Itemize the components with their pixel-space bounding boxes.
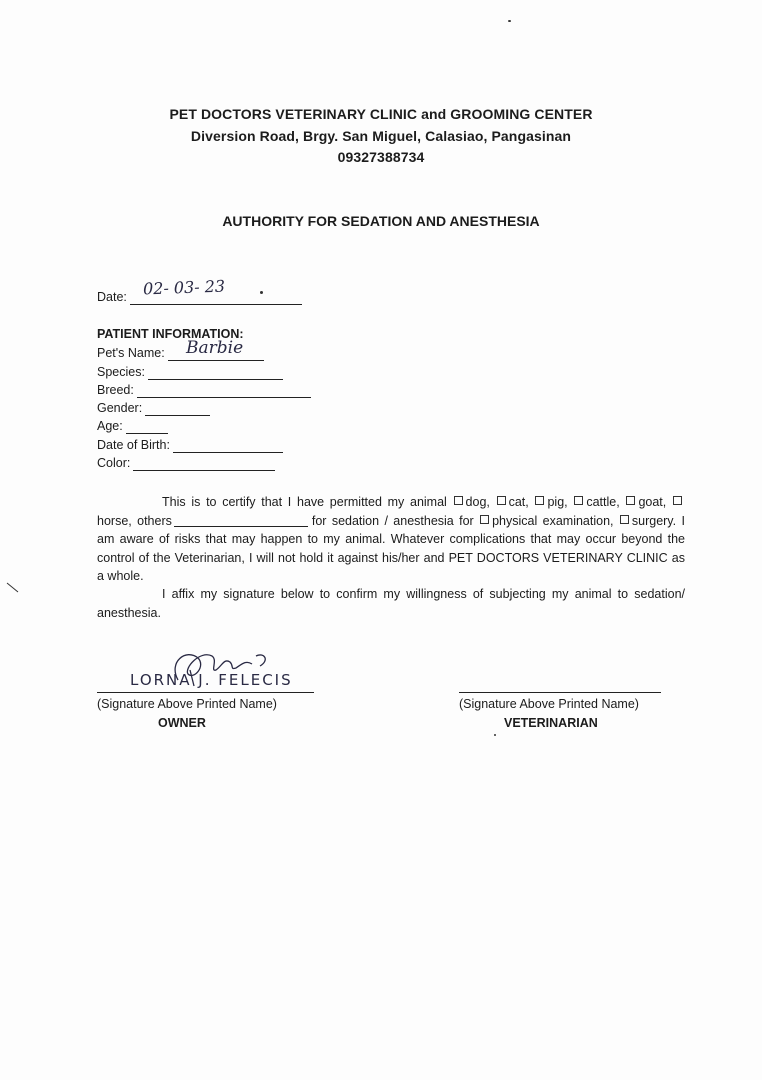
species-label: Species: bbox=[97, 365, 145, 379]
cattle-label: cattle, bbox=[586, 495, 620, 509]
species-row bbox=[97, 364, 283, 380]
scan-speck bbox=[494, 734, 496, 736]
clinic-name: PET DOCTORS VETERINARY CLINIC and GROOMING CENTER bbox=[169, 106, 593, 122]
dob-row bbox=[97, 437, 283, 453]
consent-rest: I am aware of risks that may happen to my animal. Whatever complications that may occur beyond the control of the Veterinarian, I will not hold it against his/her and PET DOCTORS VETERINARY CLINIC as a whole. bbox=[97, 513, 685, 584]
pets-name-handwritten: Barbie bbox=[186, 338, 244, 358]
owner-signature-line[interactable] bbox=[97, 692, 314, 693]
color-line[interactable] bbox=[133, 456, 275, 471]
goat-label: goat, bbox=[638, 495, 667, 509]
pig-checkbox[interactable] bbox=[535, 496, 544, 505]
physical-exam-label: physical examination, bbox=[492, 513, 614, 528]
dog-label: dog, bbox=[465, 495, 490, 509]
physical-exam-checkbox[interactable] bbox=[480, 515, 489, 524]
dob-line[interactable] bbox=[173, 438, 283, 453]
affirmation-paragraph: I affix my signature below to confirm my willingness of subjecting my animal to sedation/ anesthesia. bbox=[97, 587, 685, 620]
pig-label: pig, bbox=[547, 495, 568, 509]
owner-printed-name: LORNA J. FELECIS bbox=[130, 671, 293, 689]
species-line[interactable] bbox=[148, 365, 283, 380]
vet-signature-caption: (Signature Above Printed Name) bbox=[459, 697, 639, 711]
dog-checkbox[interactable] bbox=[454, 496, 463, 505]
horse-checkbox[interactable] bbox=[673, 496, 682, 505]
goat-checkbox[interactable] bbox=[626, 496, 635, 505]
surgery-checkbox[interactable] bbox=[620, 515, 629, 524]
vet-signature-line[interactable] bbox=[459, 692, 661, 693]
owner-signature-caption: (Signature Above Printed Name) bbox=[97, 697, 277, 711]
breed-line[interactable] bbox=[137, 383, 311, 398]
vet-role: VETERINARIAN bbox=[504, 716, 598, 730]
horse-others-label: horse, others bbox=[97, 513, 172, 528]
patient-info-heading: PATIENT INFORMATION: bbox=[97, 327, 244, 341]
surgery-label: surgery. bbox=[631, 513, 677, 528]
clinic-phone: 09327388734 bbox=[337, 149, 425, 165]
color-label: Color: bbox=[97, 456, 131, 470]
consent-middle: for sedation / anesthesia for bbox=[311, 513, 474, 528]
clinic-address: Diversion Road, Brgy. San Miguel, Calasiao, Pangasinan bbox=[190, 128, 572, 144]
gender-row bbox=[97, 400, 210, 416]
dob-label: Date of Birth: bbox=[97, 438, 170, 452]
consent-intro: This is to certify that I have permitted my animal bbox=[162, 495, 447, 509]
pets-name-label: Pet's Name: bbox=[97, 346, 165, 360]
cat-checkbox[interactable] bbox=[497, 496, 506, 505]
gender-line[interactable] bbox=[145, 401, 210, 416]
form-title: AUTHORITY FOR SEDATION AND ANESTHESIA bbox=[222, 213, 540, 229]
owner-role: OWNER bbox=[158, 716, 206, 730]
gender-label: Gender: bbox=[97, 401, 143, 415]
date-label: Date: bbox=[97, 290, 127, 304]
consent-paragraph bbox=[97, 493, 685, 586]
scan-mark bbox=[6, 582, 20, 594]
breed-label: Breed: bbox=[97, 383, 134, 397]
ink-speck bbox=[260, 291, 263, 294]
date-handwritten: 02- 03- 23 bbox=[142, 276, 226, 299]
breed-row bbox=[97, 382, 311, 398]
cattle-checkbox[interactable] bbox=[574, 496, 583, 505]
cat-label: cat, bbox=[508, 495, 529, 509]
age-row bbox=[97, 418, 168, 434]
age-line[interactable] bbox=[126, 419, 168, 434]
others-line[interactable] bbox=[174, 514, 308, 527]
color-row bbox=[97, 455, 275, 471]
age-label: Age: bbox=[97, 419, 123, 433]
scan-speck bbox=[508, 20, 511, 22]
